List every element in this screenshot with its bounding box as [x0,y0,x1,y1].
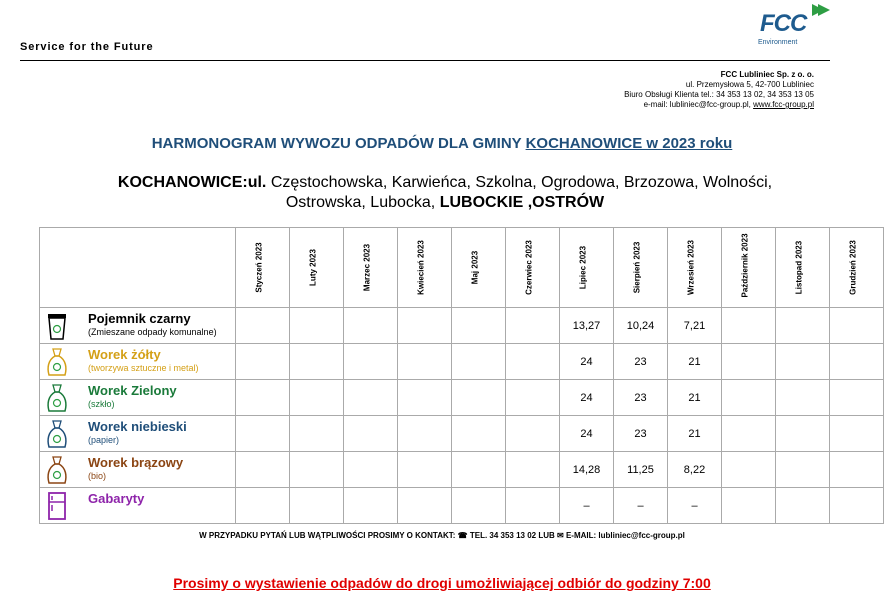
pickup-day-cell: 23 [614,344,668,380]
pickup-day-cell [506,416,560,452]
pickup-day-cell [290,452,344,488]
streets-lead: KOCHANOWICE:ul. [117,174,267,191]
category-subtitle: (Zmieszane odpady komunalne) [88,327,217,337]
pickup-day-cell [236,308,290,344]
pickup-day-cell: 14,28 [560,452,614,488]
pickup-day-cell: 23 [614,416,668,452]
pickup-day-cell [344,488,398,524]
pickup-day-cell [452,380,506,416]
pickup-day-cell [290,416,344,452]
bag-icon [46,456,68,484]
table-row [40,344,884,380]
category-cell [40,416,236,452]
pickup-day-cell: 24 [560,416,614,452]
pickup-day-cell [344,416,398,452]
pickup-day-cell: 21 [668,380,722,416]
month-label: Listopad 2023 [794,240,804,295]
month-label: Sierpień 2023 [632,241,642,294]
title-main: HARMONOGRAM WYWOZU ODPADÓW DLA GMINY [151,135,522,152]
pickup-day-cell [776,416,830,452]
streets-list [60,173,830,213]
streets-bold-tail: LUBOCKIE ,OSTRÓW [439,194,605,211]
footer-contact [0,531,884,540]
category-cell [40,488,236,524]
pickup-day-cell [290,308,344,344]
pickup-day-cell [398,488,452,524]
pickup-day-cell: – [668,488,722,524]
category-cell [40,308,236,344]
month-header [398,228,452,308]
pickup-day-cell: 23 [614,380,668,416]
month-label: Grudzień 2023 [848,240,858,295]
tagline: Service for the Future [20,41,154,53]
category-name: Worek niebieski [88,419,187,434]
month-label: Październik 2023 [740,233,750,298]
company-contact [624,100,814,110]
pickup-day-cell [398,380,452,416]
pickup-day-cell [830,488,884,524]
category-cell [40,380,236,416]
month-header [722,228,776,308]
pickup-day-cell [722,380,776,416]
logo-text: FCC [760,10,807,37]
page-title [0,135,884,152]
pickup-day-cell [398,344,452,380]
pickup-day-cell [344,308,398,344]
logo-subtext: Environment [758,39,798,46]
pickup-day-cell [236,344,290,380]
contact-lead: W PRZYPADKU PYTAŃ LUB WĄTPLIWOŚCI PROSIMY O KONTAKT: [199,531,456,540]
category-name: Worek żółty [88,347,161,362]
month-header [668,228,722,308]
bag-icon [46,348,68,376]
bag-icon [46,420,68,448]
mail-icon: ✉ [557,531,564,540]
pickup-day-cell [776,308,830,344]
pickup-day-cell [236,452,290,488]
pickup-day-cell [722,344,776,380]
category-name: Gabaryty [88,491,145,506]
pickup-day-cell [776,452,830,488]
month-label: Marzec 2023 [362,243,372,292]
pickup-day-cell: 21 [668,416,722,452]
pickup-day-cell: – [560,488,614,524]
pickup-day-cell [830,416,884,452]
pickup-day-cell [452,344,506,380]
company-address [624,70,814,110]
pickup-day-cell: 10,24 [614,308,668,344]
month-header [344,228,398,308]
month-label: Kwiecień 2023 [416,240,426,295]
month-label: Maj 2023 [470,250,480,285]
month-label: Styczeń 2023 [254,242,264,293]
pickup-day-cell [776,488,830,524]
company-name: FCC Lubliniec Sp. z o. o. [720,70,814,79]
pickup-day-cell [722,488,776,524]
month-header [236,228,290,308]
schedule-table [39,227,884,524]
bin-icon [46,312,68,340]
month-header [506,228,560,308]
pickup-day-cell [506,488,560,524]
pickup-day-cell [506,344,560,380]
category-subtitle: (tworzywa sztuczne i metal) [88,363,199,373]
pickup-day-cell [290,488,344,524]
month-header [776,228,830,308]
fridge-icon [46,492,68,520]
pickup-day-cell [830,344,884,380]
pickup-day-cell [344,344,398,380]
category-subtitle: (szkło) [88,399,115,409]
bag-icon [46,384,68,412]
pickup-day-cell [344,380,398,416]
pickup-day-cell [290,344,344,380]
company-website-link[interactable]: www.fcc-group.pl [753,100,814,109]
pickup-day-cell [722,308,776,344]
month-header [560,228,614,308]
pickup-day-cell: 11,25 [614,452,668,488]
pickup-day-cell: 21 [668,344,722,380]
pickup-day-cell: 13,27 [560,308,614,344]
company-phone: Biuro Obsługi Klienta tel.: 34 353 13 02, 34 353 13 05 [624,90,814,99]
pickup-day-cell: 7,21 [668,308,722,344]
title-underlined: KOCHANOWICE w 2023 roku [525,135,733,152]
table-row [40,308,884,344]
streets-part1: Częstochowska, Karwieńca, Szkolna, Ogrodowa, Brzozowa, Wolności, [270,174,773,191]
pickup-day-cell: 24 [560,344,614,380]
pickup-day-cell [830,452,884,488]
table-row [40,452,884,488]
month-header [830,228,884,308]
table-row [40,488,884,524]
category-cell [40,452,236,488]
table-header-row [40,228,884,308]
pickup-day-cell [236,416,290,452]
pickup-day-cell [452,452,506,488]
month-header [452,228,506,308]
contact-email: E-MAIL: lubliniec@fcc-group.pl [565,531,685,540]
month-label: Wrzesień 2023 [686,240,696,295]
pickup-day-cell [452,416,506,452]
phone-icon: ☎ [457,531,468,540]
pickup-day-cell [722,416,776,452]
table-row [40,416,884,452]
category-name: Worek Zielony [88,383,177,398]
pickup-day-cell: 8,22 [668,452,722,488]
pickup-day-cell [776,344,830,380]
table-row [40,380,884,416]
category-cell [40,344,236,380]
month-label: Lipiec 2023 [578,245,588,290]
category-name: Worek brązowy [88,455,184,470]
pickup-day-cell [398,308,452,344]
pickup-day-cell [236,488,290,524]
month-label: Czerwiec 2023 [524,240,534,295]
pickup-day-cell [344,452,398,488]
pickup-day-cell [398,416,452,452]
company-email: e-mail: lubliniec@fcc-group.pl, [643,100,751,109]
pickup-day-cell [830,308,884,344]
pickup-day-cell [776,380,830,416]
category-subtitle: (bio) [88,471,107,481]
category-name: Pojemnik czarny [88,311,191,326]
month-label: Luty 2023 [308,249,318,286]
pickup-day-cell [506,380,560,416]
pickup-day-cell [236,380,290,416]
month-header [614,228,668,308]
category-subtitle: (papier) [88,435,120,445]
pickup-day-cell: 24 [560,380,614,416]
company-street: ul. Przemysłowa 5, 42-700 Lubliniec [685,80,814,89]
pickup-day-cell [722,452,776,488]
pickup-day-cell [398,452,452,488]
header-empty-cell [40,228,236,308]
pickup-day-cell: – [614,488,668,524]
pickup-day-cell [290,380,344,416]
header-divider [20,60,830,61]
contact-phone: TEL. 34 353 13 02 LUB [469,531,555,540]
pickup-day-cell [506,452,560,488]
month-header [290,228,344,308]
pickup-day-cell [506,308,560,344]
pickup-day-cell [830,380,884,416]
pickup-notice: Prosimy o wystawienie odpadów do drogi umożliwiającej odbiór do godziny 7:00 [173,575,711,591]
pickup-day-cell [452,308,506,344]
streets-part2: Ostrowska, Lubocka, [285,194,436,211]
pickup-day-cell [452,488,506,524]
